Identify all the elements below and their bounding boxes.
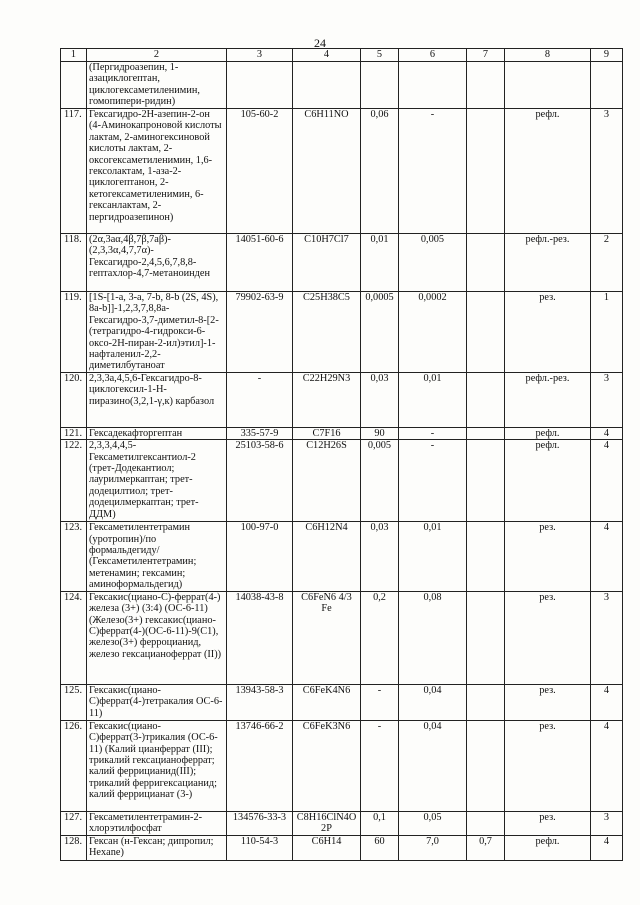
- header-cell: 2: [87, 49, 227, 62]
- column-5-value: 0,1: [361, 811, 399, 835]
- column-6-value: 7,0: [399, 835, 467, 860]
- cas-number: 110-54-3: [227, 835, 293, 860]
- cas-number: -: [227, 372, 293, 427]
- column-8-value: рез.: [505, 522, 591, 591]
- substance-name: Гексагидро-2Н-азепин-2-он (4-Аминокапроновой кислоты лактам, 2-аминогексиновой кислоты лактам, 2-оксогексаметиленимин, 1,6-гексолактам, 1-аза-2-циклогептанон, 2-кетогексаметиленимин, 6-гексанлактам, 2-пергидроазепинон): [87, 109, 227, 234]
- column-7-value: [467, 720, 505, 811]
- column-8-value: рефл.: [505, 440, 591, 522]
- substance-name: [1S-[1-а, 3-а, 7-b, 8-b (2S, 4S), 8а-b]]-1,2,3,7,8,8а-Гексагидро-3,7-диметил-8-[2-(тетрагидро-4-гидрокси-6-оксо-2Н-пиран-2-ил)этил]-1-нафталенил-2,2-диметилбутаноат: [87, 292, 227, 373]
- column-7-value: [467, 427, 505, 439]
- substance-name: Гексакис(циано-С)-феррат(4-) железа (3+) (3:4) (ОС-6-11) (Железо(3+) гексакис(циано-С)феррат(4-)(ОС-6-11)-9(С1), железо(3+) ферроцианид, железо гексацианоферрат (II)): [87, 591, 227, 684]
- substance-name: Гексан (н-Гексан; дипропил; Hexane): [87, 835, 227, 860]
- table-row: [61, 292, 623, 373]
- header-cell: 7: [467, 49, 505, 62]
- cas-number: 14038-43-8: [227, 591, 293, 684]
- substance-name: 2,3,3,4,4,5-Гексаметилгексантиол-2 (трет-Додекантиол; лаурилмеркаптан; трет-додецилтиол; трет-додецилмеркаптан; трет-ДДМ): [87, 440, 227, 522]
- row-number: 122.: [61, 440, 87, 522]
- table-row: [61, 684, 623, 720]
- column-9-value: 1: [591, 292, 623, 373]
- cas-number: 134576-33-3: [227, 811, 293, 835]
- column-7-value: [467, 62, 505, 109]
- cas-number: [227, 62, 293, 109]
- column-5-value: 0,03: [361, 372, 399, 427]
- column-5-value: 60: [361, 835, 399, 860]
- column-8-value: рефл.: [505, 427, 591, 439]
- substance-name: Гексакис(циано-С)феррат(3-)трикалия (ОС-6-11) (Калий цианферрат (III); трикалий гексацианоферрат; калий феррицианид(III); трикалий ферригексацианид; калий феррицианат (3-): [87, 720, 227, 811]
- table-row: [61, 440, 623, 522]
- column-8-value: рез.: [505, 292, 591, 373]
- table-row: [61, 591, 623, 684]
- cas-number: 14051-60-6: [227, 234, 293, 292]
- column-8-value: [505, 62, 591, 109]
- column-5-value: [361, 62, 399, 109]
- table-row: [61, 720, 623, 811]
- row-number: 120.: [61, 372, 87, 427]
- column-5-value: 0,0005: [361, 292, 399, 373]
- chemical-formula: C25H38C5: [293, 292, 361, 373]
- column-7-value: [467, 109, 505, 234]
- column-8-value: рез.: [505, 720, 591, 811]
- chemical-formula: C6FeK4N6: [293, 684, 361, 720]
- column-9-value: 2: [591, 234, 623, 292]
- header-cell: 9: [591, 49, 623, 62]
- table-row: [61, 522, 623, 591]
- cas-number: 105-60-2: [227, 109, 293, 234]
- table-row: [61, 427, 623, 439]
- chemical-formula: C6H11NO: [293, 109, 361, 234]
- chemical-formula: C12H26S: [293, 440, 361, 522]
- substance-name: Гексакис(циано-С)феррат(4-)тетракалия ОС-6-11): [87, 684, 227, 720]
- substances-table: [60, 48, 623, 861]
- column-8-value: рез.: [505, 684, 591, 720]
- cas-number: 25103-58-6: [227, 440, 293, 522]
- table-row: [61, 234, 623, 292]
- column-6-value: -: [399, 109, 467, 234]
- table-row: [61, 811, 623, 835]
- header-cell: 8: [505, 49, 591, 62]
- cas-number: 335-57-9: [227, 427, 293, 439]
- column-6-value: 0,04: [399, 684, 467, 720]
- substance-name: Гексадекафторгептан: [87, 427, 227, 439]
- column-5-value: 0,03: [361, 522, 399, 591]
- chemical-formula: C6H14: [293, 835, 361, 860]
- chemical-formula: C10H7Cl7: [293, 234, 361, 292]
- column-7-value: [467, 372, 505, 427]
- row-number: 127.: [61, 811, 87, 835]
- column-7-value: [467, 811, 505, 835]
- chemical-formula: [293, 62, 361, 109]
- column-6-value: 0,05: [399, 811, 467, 835]
- column-9-value: 3: [591, 109, 623, 234]
- row-number: 118.: [61, 234, 87, 292]
- column-9-value: 3: [591, 591, 623, 684]
- column-5-value: 0,2: [361, 591, 399, 684]
- table-row: [61, 62, 623, 109]
- chemical-formula: C6FeK3N6: [293, 720, 361, 811]
- column-8-value: рефл.-рез.: [505, 372, 591, 427]
- substance-name: (2α,3aα,4β,7β,7aβ)-(2,3,3α,4,7,7α)-Гексагидро-2,4,5,6,7,8,8-гептахлор-4,7-метаноинден: [87, 234, 227, 292]
- chemical-formula: C7F16: [293, 427, 361, 439]
- column-6-value: 0,01: [399, 372, 467, 427]
- column-7-value: [467, 591, 505, 684]
- chemical-formula: C22H29N3: [293, 372, 361, 427]
- column-6-value: -: [399, 427, 467, 439]
- row-number: [61, 62, 87, 109]
- column-9-value: 4: [591, 835, 623, 860]
- column-9-value: 4: [591, 522, 623, 591]
- chemical-formula: C6H12N4: [293, 522, 361, 591]
- column-9-value: 4: [591, 720, 623, 811]
- header-cell: 5: [361, 49, 399, 62]
- table-row: [61, 109, 623, 234]
- header-cell: 3: [227, 49, 293, 62]
- row-number: 119.: [61, 292, 87, 373]
- column-6-value: -: [399, 440, 467, 522]
- column-7-value: 0,7: [467, 835, 505, 860]
- row-number: 126.: [61, 720, 87, 811]
- table-row: [61, 835, 623, 860]
- column-6-value: 0,0002: [399, 292, 467, 373]
- column-8-value: рез.: [505, 591, 591, 684]
- row-number: 124.: [61, 591, 87, 684]
- column-7-value: [467, 292, 505, 373]
- page-number: 24: [314, 36, 326, 50]
- column-8-value: рефл.-рез.: [505, 234, 591, 292]
- cas-number: 79902-63-9: [227, 292, 293, 373]
- chemical-formula: C8H16ClN4O2P: [293, 811, 361, 835]
- substance-name: 2,3,3а,4,5,6-Гексагидро-8-циклогексил-1-Н-пиразино(3,2,1-γ,к) карбазол: [87, 372, 227, 427]
- column-6-value: 0,005: [399, 234, 467, 292]
- column-5-value: 90: [361, 427, 399, 439]
- column-9-value: [591, 62, 623, 109]
- substance-name: Гексаметилентетрамин-2-хлорэтилфосфат: [87, 811, 227, 835]
- column-7-value: [467, 522, 505, 591]
- column-7-value: [467, 684, 505, 720]
- column-6-value: 0,01: [399, 522, 467, 591]
- column-5-value: 0,005: [361, 440, 399, 522]
- column-7-value: [467, 440, 505, 522]
- table-row: [61, 372, 623, 427]
- column-8-value: рефл.: [505, 109, 591, 234]
- column-8-value: рез.: [505, 811, 591, 835]
- row-number: 123.: [61, 522, 87, 591]
- column-5-value: -: [361, 720, 399, 811]
- column-6-value: 0,08: [399, 591, 467, 684]
- column-7-value: [467, 234, 505, 292]
- row-number: 117.: [61, 109, 87, 234]
- chemical-formula: C6FeN6 4/3 Fe: [293, 591, 361, 684]
- row-number: 121.: [61, 427, 87, 439]
- column-9-value: 4: [591, 684, 623, 720]
- substance-name: Гексаметилентетрамин (уротропин)/по формальдегиду/ (Гексаметилентетрамин; метенамин; гексамин; аминоформальдегид): [87, 522, 227, 591]
- row-number: 125.: [61, 684, 87, 720]
- column-8-value: рефл.: [505, 835, 591, 860]
- header-cell: 4: [293, 49, 361, 62]
- cas-number: 100-97-0: [227, 522, 293, 591]
- cas-number: 13943-58-3: [227, 684, 293, 720]
- column-5-value: -: [361, 684, 399, 720]
- column-5-value: 0,01: [361, 234, 399, 292]
- column-9-value: 3: [591, 372, 623, 427]
- column-6-value: 0,04: [399, 720, 467, 811]
- substance-name: (Пергидроазепин, 1-азациклогептан, циклогексаметиленимин, гомопипери-ридин): [87, 62, 227, 109]
- column-9-value: 4: [591, 427, 623, 439]
- column-9-value: 3: [591, 811, 623, 835]
- header-row: [61, 49, 623, 62]
- column-5-value: 0,06: [361, 109, 399, 234]
- header-cell: 1: [61, 49, 87, 62]
- column-6-value: [399, 62, 467, 109]
- cas-number: 13746-66-2: [227, 720, 293, 811]
- column-9-value: 4: [591, 440, 623, 522]
- row-number: 128.: [61, 835, 87, 860]
- header-cell: 6: [399, 49, 467, 62]
